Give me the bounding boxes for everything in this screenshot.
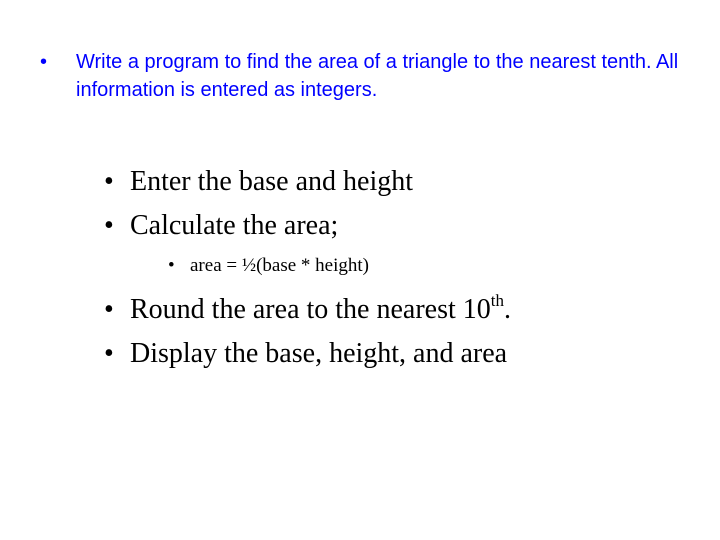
bullet-icon: • — [104, 166, 114, 197]
formula-text: area = ½(base * height) — [190, 255, 369, 276]
bullet-icon: • — [104, 338, 114, 369]
step-text-suffix: . — [504, 294, 511, 325]
step-display-values — [104, 332, 684, 376]
step-calculate-area — [104, 204, 684, 248]
step-text-main: Round the area to the nearest 10 — [130, 294, 491, 325]
bullet-icon: • — [104, 294, 114, 325]
superscript-th: th — [490, 290, 504, 310]
step-text: Display the base, height, and area — [130, 338, 508, 369]
bullet-icon: • — [168, 255, 175, 276]
bullet-icon: • — [104, 210, 114, 241]
intro-text: Write a program to find the area of a triangle to the nearest tenth. All information is entered as integers. — [76, 51, 679, 101]
step-text: Enter the base and height — [130, 166, 414, 197]
intro-bullet-item — [40, 48, 680, 104]
step-text: Calculate the area; — [130, 210, 339, 241]
steps-list — [104, 160, 684, 376]
bullet-icon: • — [40, 51, 48, 73]
step-text — [130, 288, 511, 332]
substep-area-formula — [168, 254, 684, 278]
step-enter-values — [104, 160, 684, 204]
step-round-area — [104, 288, 684, 332]
